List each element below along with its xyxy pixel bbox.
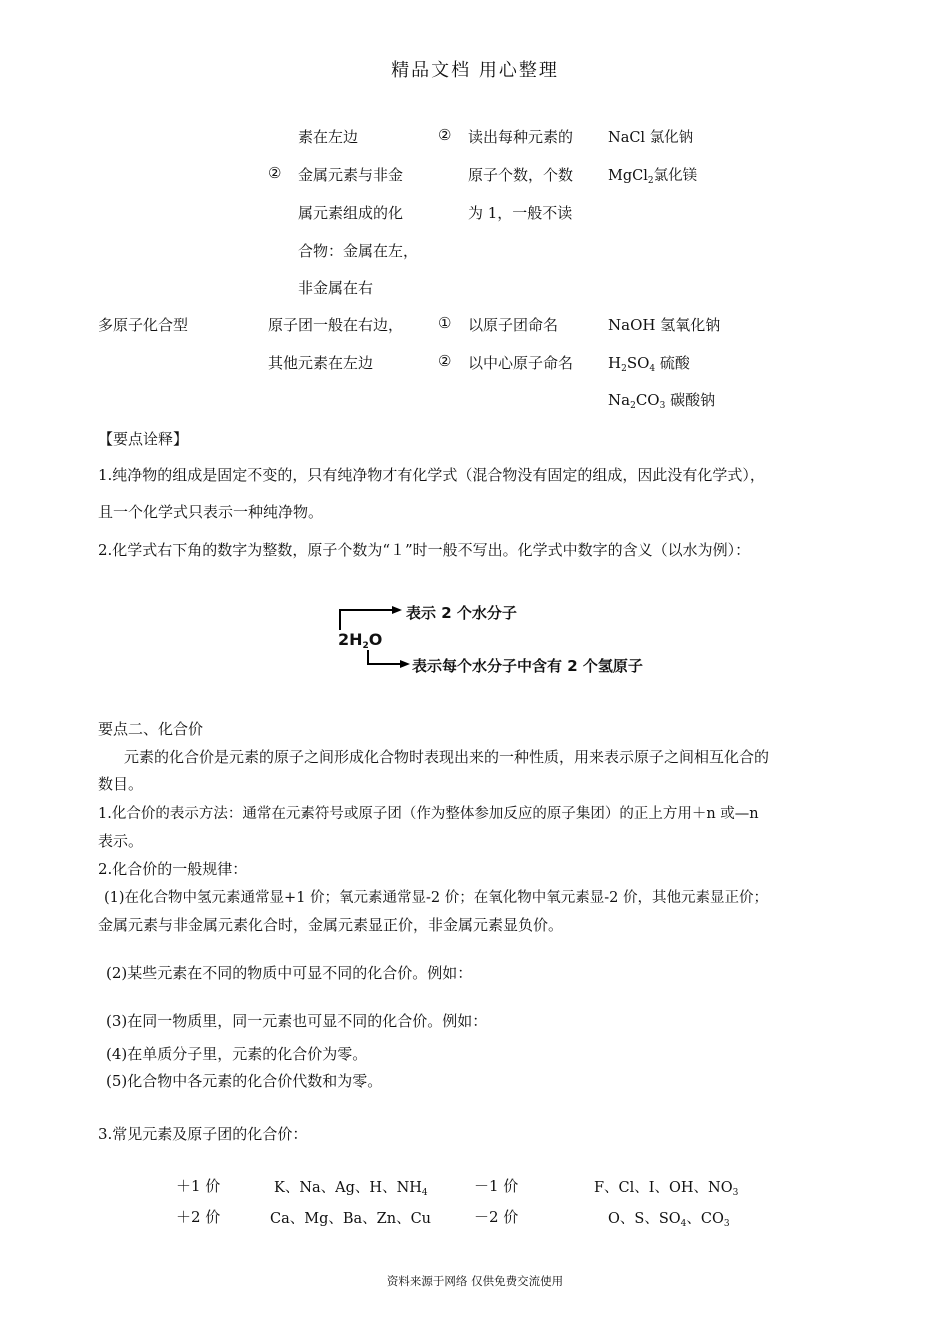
method-line: 以原子团命名 — [468, 316, 559, 334]
diagram-formula: $2H_2O$ — [338, 630, 383, 651]
section-p3: 3.常见元素及原子团的化合价： — [98, 1125, 308, 1143]
notes-p2: 2.化学式右下角的数字为整数，原子个数为“１”时一般不写出。化学式中数字的含义（以水为例）： — [98, 541, 751, 559]
section-intro-line1: 元素的化合价是元素的原子之间形成化合物时表现出来的一种性质，用来表示原子之间相互化合的 — [124, 748, 770, 766]
notes-heading: 【要点诠释】 — [98, 430, 189, 448]
diagram-label-top: 表示 2 个水分子 — [406, 604, 517, 622]
rule-4: (4)在单质分子里，元素的化合价为零。 — [106, 1045, 368, 1063]
diagram-label-bottom: 表示每个水分子中含有 2 个氢原子 — [412, 657, 643, 675]
valence-elements: K、Na、Ag、H、$NH_4$ — [274, 1180, 428, 1198]
method-line: 原子个数，个数 — [468, 166, 574, 184]
type-polyatomic: 多原子化合型 — [98, 316, 189, 334]
page-footer: 资料来源于网络 仅供免费交流使用 — [386, 1274, 564, 1288]
example-mgcl2: MgCl$_2$氯化镁 — [608, 168, 698, 186]
valence-elements: F、Cl、I、OH、$NO_3$ — [594, 1180, 739, 1198]
rule-1-line1: (1)在化合物中氢元素通常显+1 价；氧元素通常显-2 价；在氧化物中氧元素显-2 价，其他元素显正价； — [104, 890, 768, 906]
rule-5: (5)化合物中各元素的化合价代数和为零。 — [106, 1072, 383, 1090]
rule-3: (3)在同一物质里，同一元素也可显不同的化合价。例如： — [106, 1012, 488, 1030]
example-h2so4: $H_2SO_4$ 硫酸 — [608, 354, 690, 374]
rule-2: (2)某些元素在不同的物质中可显不同的化合价。例如： — [106, 964, 473, 982]
section-intro-line2: 数目。 — [98, 775, 144, 793]
method-line: 为 1，一般不读 — [468, 204, 573, 222]
example-na2co3: $Na_2CO_3$ 碳酸钠 — [608, 391, 716, 411]
method-marker: ② — [438, 126, 452, 144]
valence-label: ＋1 价 — [176, 1177, 221, 1195]
section-p1-line2: 表示。 — [98, 832, 144, 850]
rule-line: 合物：金属在左， — [298, 242, 419, 260]
valence-label: －2 价 — [474, 1208, 519, 1226]
method-line: 以中心原子命名 — [468, 354, 574, 372]
rule-line: 金属元素与非金 — [298, 166, 404, 184]
valence-elements: Ca、Mg、Ba、Zn、Cu — [270, 1211, 432, 1227]
rule-1-line2: 金属元素与非金属元素化合时，金属元素显正价，非金属元素显负价。 — [98, 916, 564, 934]
section-p2: 2.化合价的一般规律： — [98, 860, 248, 878]
section-p1-line1: 1.化合价的表示方法：通常在元素符号或原子团（作为整体参加反应的原子集团）的正上方用＋n 或—n — [98, 806, 759, 822]
rule-line: 其他元素在左边 — [268, 354, 374, 372]
example-nacl: NaCl 氯化钠 — [608, 130, 694, 146]
notes-p1-line1: 1.纯净物的组成是固定不变的，只有纯净物才有化学式（混合物没有固定的组成，因此没有化学式）， — [98, 466, 765, 484]
notes-p1-line2: 且一个化学式只表示一种纯净物。 — [98, 503, 324, 521]
rule-line: 非金属在右 — [298, 279, 374, 297]
rule-line: 素在左边 — [298, 128, 359, 146]
rule-line: 属元素组成的化 — [298, 204, 404, 222]
valence-elements: O、S、$SO_4$、$CO_3$ — [608, 1211, 730, 1229]
method-marker: ② — [438, 352, 452, 370]
method-marker: ① — [438, 314, 452, 332]
example-naoh: NaOH 氢氧化钠 — [608, 316, 721, 334]
section-title: 要点二、化合价 — [98, 720, 204, 738]
rule-line: 原子团一般在右边， — [268, 316, 404, 334]
method-line: 读出每种元素的 — [468, 128, 574, 146]
page-header: 精品文档 用心整理 — [391, 60, 559, 81]
valence-label: －1 价 — [474, 1177, 519, 1195]
valence-label: ＋2 价 — [176, 1208, 221, 1226]
rule-marker: ② — [268, 164, 282, 182]
